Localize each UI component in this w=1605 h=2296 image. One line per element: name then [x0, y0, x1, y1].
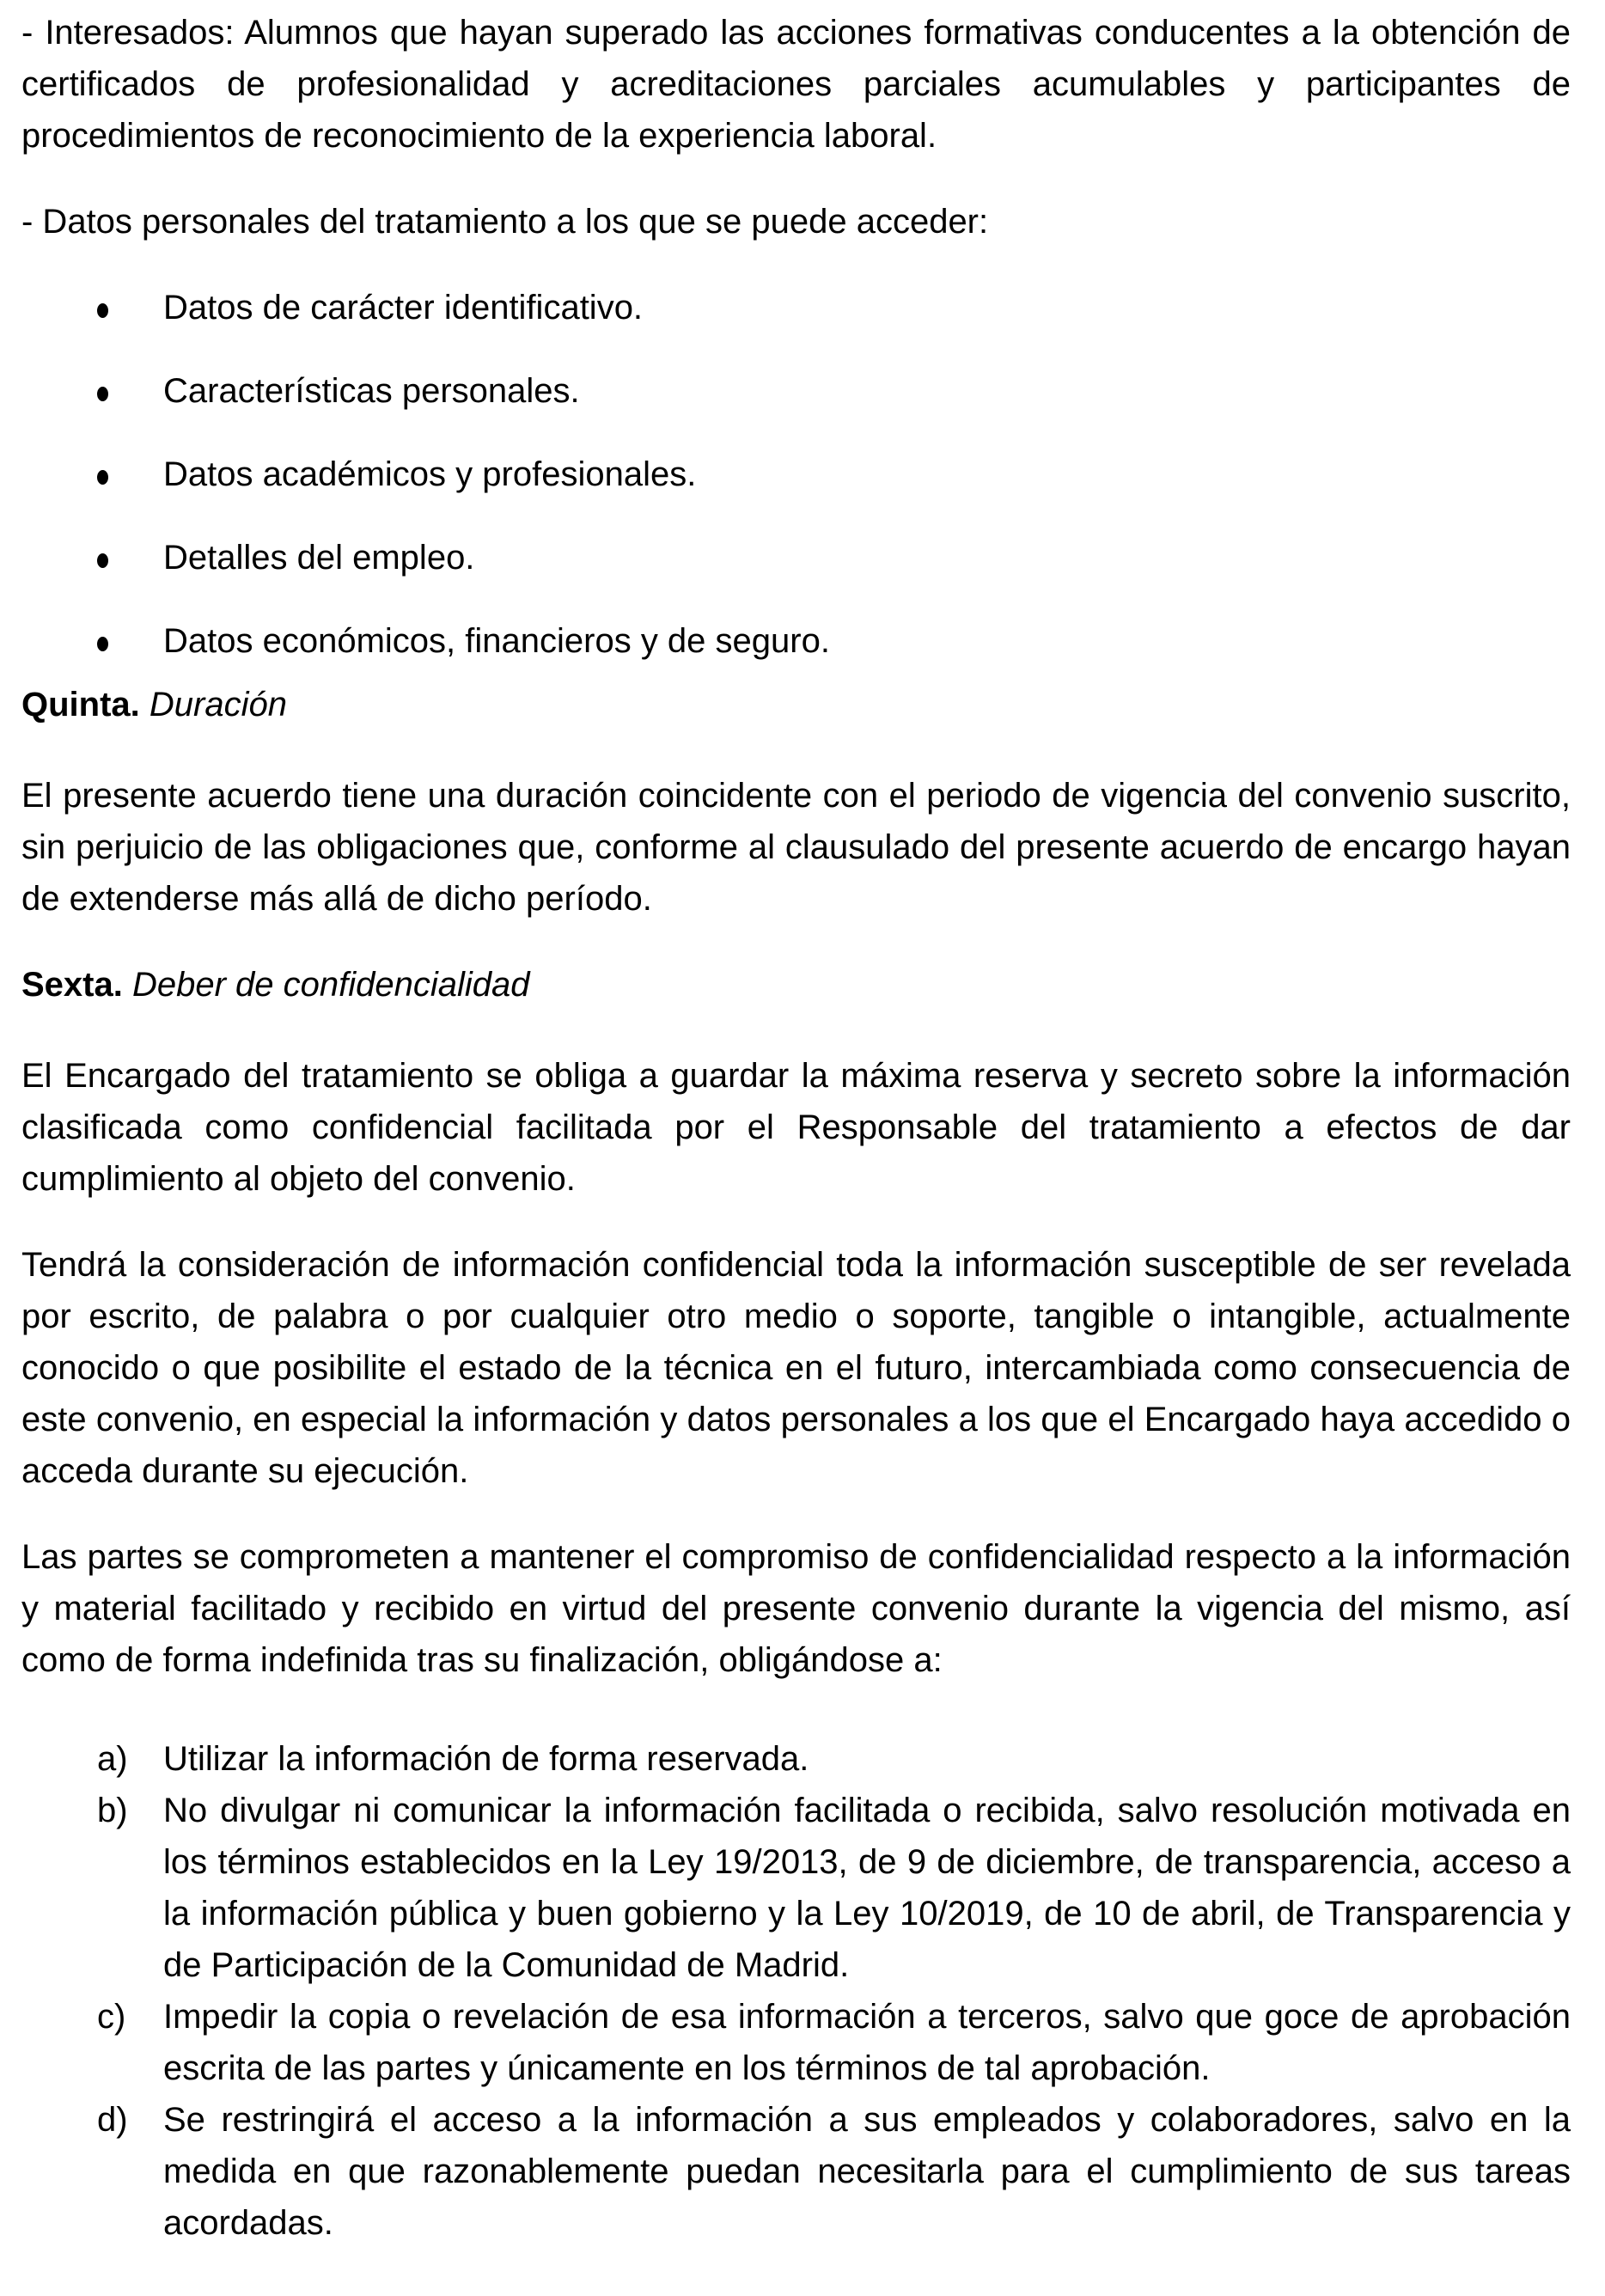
bullet-text: Características personales.: [163, 372, 580, 410]
bullet-text: Datos académicos y profesionales.: [163, 455, 697, 493]
paragraph-confidencialidad-3: Las partes se comprometen a mantener el compromiso de confidencialidad respecto a la información y material facilitado y recibido en virtud del presente convenio durante la vigencia del mismo, así como de forma indefinida tras su finalización, obligándose a:: [21, 1538, 1571, 1679]
letter-item: [21, 1785, 1571, 1991]
letter-marker: b): [97, 1792, 128, 1829]
letter-text: Impedir la copia o revelación de esa información a terceros, salvo que goce de aprobación escrita de las partes y únicamente en los términos de tal aprobación.: [163, 1998, 1571, 2087]
bullet-item: [21, 532, 1571, 583]
bullet-icon: [97, 387, 108, 401]
heading-sexta: [21, 959, 1571, 1011]
letter-text: Utilizar la información de forma reservada.: [163, 1740, 809, 1778]
heading-sexta-label: Sexta.: [21, 966, 123, 1004]
heading-quinta-title: Duración: [149, 686, 287, 724]
letter-item: [21, 2094, 1571, 2249]
bullet-text: Datos de carácter identificativo.: [163, 289, 644, 327]
bullet-item: [21, 449, 1571, 500]
letter-text: Se restringirá el acceso a la información a sus empleados y colaboradores, salvo en la medida en que razonablemente puedan necesitarla para el cumplimiento de sus tareas acordadas.: [163, 2101, 1571, 2242]
paragraph-confidencialidad-1: El Encargado del tratamiento se obliga a guardar la máxima reserva y secreto sobre la información clasificada como confidencial facilitada por el Responsable del tratamiento a efectos de dar cumplimiento al objeto del convenio.: [21, 1057, 1571, 1198]
paragraph-interesados: - Interesados: Alumnos que hayan superado las acciones formativas conducentes a la obtención de certificados de profesionalidad y acreditaciones parciales acumulables y participantes de procedimientos de reconocimiento de la experiencia laboral.: [21, 14, 1571, 155]
letter-item: [21, 1733, 1571, 1785]
bullet-icon: [97, 303, 108, 318]
paragraph-duracion: El presente acuerdo tiene una duración coincidente con el periodo de vigencia del convenio suscrito, sin perjuicio de las obligaciones que, conforme al clausulado del presente acuerdo de encargo hayan de extenderse más allá de dicho período.: [21, 777, 1571, 918]
paragraph-datos-personales: - Datos personales del tratamiento a los que se puede acceder:: [21, 203, 989, 241]
letter-marker: d): [97, 2101, 128, 2139]
bullet-item: [21, 615, 1571, 667]
bullet-icon: [97, 553, 108, 568]
letter-item: [21, 1991, 1571, 2094]
heading-quinta-label: Quinta.: [21, 686, 140, 724]
bullet-icon: [97, 637, 108, 651]
bullet-item: [21, 282, 1571, 333]
heading-sexta-title: Deber de confidencialidad: [131, 966, 530, 1004]
bullet-item: [21, 365, 1571, 417]
letter-list: [21, 1733, 1571, 2249]
paragraph-confidencialidad-2: Tendrá la consideración de información confidencial toda la información susceptible de ser revelada por escrito, de palabra o por cualquier otro medio o soporte, tangible o intangible, actualmente conocido o que posibilite el estado de la técnica en el futuro, intercambiada como consecuencia de este convenio, en especial la información y datos personales a los que el Encargado haya accedido o acceda durante su ejecución.: [21, 1246, 1571, 1490]
letter-marker: c): [97, 1998, 126, 2036]
letter-text: No divulgar ni comunicar la información facilitada o recibida, salvo resolución motivada en los términos establecidos en la Ley 19/2013, de 9 de diciembre, de transparencia, acceso a la información pública y buen gobierno y la Ley 10/2019, de 10 de abril, de Transparencia y de Participación de la Comunidad de Madrid.: [163, 1792, 1571, 1984]
bullet-list: [21, 282, 1571, 667]
bullet-text: Datos económicos, financieros y de seguro.: [163, 622, 830, 660]
letter-marker: a): [97, 1740, 128, 1778]
bullet-icon: [97, 470, 108, 485]
bullet-text: Detalles del empleo.: [163, 539, 475, 577]
heading-quinta: [21, 679, 1571, 730]
